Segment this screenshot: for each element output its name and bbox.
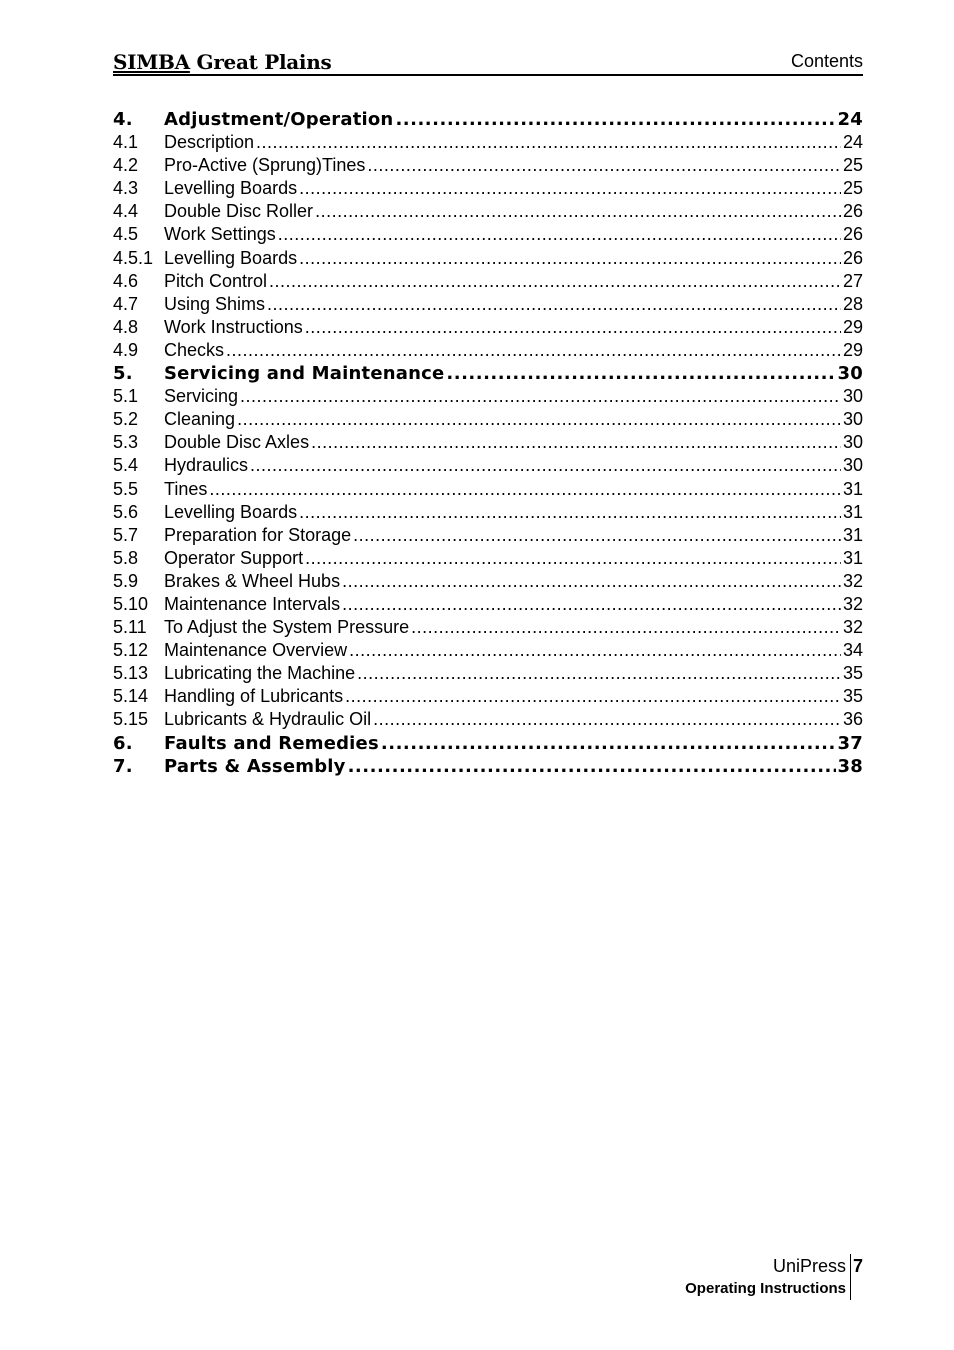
toc-chapter-row[interactable] [113, 108, 863, 131]
toc-entry-row[interactable] [113, 200, 863, 223]
toc-entry-title: Using Shims [164, 293, 266, 314]
toc-entry-page: 24 [837, 109, 863, 130]
toc-entry-number: 6. [113, 732, 133, 754]
toc-entry-title: Operator Support [164, 547, 304, 568]
toc-entry-number: 5. [113, 363, 133, 385]
toc-entry-row[interactable] [113, 223, 863, 246]
dot-leader [345, 685, 841, 708]
toc-entry-page: 30 [842, 386, 863, 407]
dot-leader [267, 293, 841, 316]
toc-entry-page: 26 [842, 247, 863, 268]
toc-entry-page: 26 [842, 224, 863, 245]
toc-entry-page: 30 [837, 363, 863, 385]
toc-entry-row[interactable] [113, 431, 863, 454]
toc-entry-number: 5.11 [113, 617, 147, 638]
toc-entry-page: 32 [842, 617, 863, 638]
toc-entry-title: Preparation for Storage [164, 524, 352, 545]
toc-entry-number: 5.8 [113, 547, 139, 568]
dot-leader [226, 339, 841, 362]
toc-entry-number: 5.2 [113, 409, 139, 430]
toc-entry-title: Maintenance Overview [164, 640, 348, 661]
toc-entry-row[interactable] [113, 593, 863, 616]
toc-entry-title: Maintenance Intervals [164, 593, 341, 614]
toc-entry-page: 28 [842, 293, 863, 314]
toc-entry-title: Levelling Boards [164, 501, 298, 522]
toc-entry-row[interactable] [113, 131, 863, 154]
toc-entry-title: Servicing [164, 386, 239, 407]
toc-entry-number: 4.9 [113, 339, 139, 360]
toc-entry-title: Adjustment/Operation [164, 109, 394, 130]
toc-entry-page: 26 [842, 201, 863, 222]
toc-entry-page: 25 [842, 155, 863, 176]
dot-leader [367, 154, 841, 177]
toc-entry-title: Double Disc Axles [164, 432, 310, 453]
toc-entry-page: 30 [842, 455, 863, 476]
toc-entry-row[interactable] [113, 408, 863, 431]
dot-leader [395, 108, 835, 131]
dot-leader [381, 732, 836, 755]
toc-entry-row[interactable] [113, 478, 863, 501]
toc-entry-title: Handling of Lubricants [164, 686, 344, 707]
toc-chapter-row[interactable] [113, 732, 863, 755]
toc-entry-row[interactable] [113, 501, 863, 524]
toc-entry-page: 36 [842, 709, 863, 730]
toc-entry-page: 30 [842, 432, 863, 453]
toc-entry-number: 4.8 [113, 316, 139, 337]
toc-entry-title: Levelling Boards [164, 247, 298, 268]
dot-leader [299, 247, 841, 270]
dot-leader [353, 524, 841, 547]
toc-entry-number: 4.1 [113, 132, 139, 153]
toc-entry-number: 4.5 [113, 224, 139, 245]
toc-entry-number: 5.1 [113, 386, 139, 407]
toc-entry-title: Servicing and Maintenance [164, 363, 445, 385]
toc-entry-row[interactable] [113, 708, 863, 731]
toc-entry-page: 31 [842, 524, 863, 545]
dot-leader [305, 316, 841, 339]
dot-leader [237, 408, 841, 431]
toc-entry-title: Work Settings [164, 224, 276, 245]
toc-entry-row[interactable] [113, 524, 863, 547]
toc-entry-page: 35 [842, 663, 863, 684]
toc-entry-number: 7. [113, 755, 133, 777]
toc-entry-row[interactable] [113, 270, 863, 293]
toc-entry-number: 5.14 [113, 686, 149, 707]
toc-entry-page: 31 [842, 478, 863, 499]
dot-leader [269, 270, 841, 293]
toc-entry-number: 5.7 [113, 524, 139, 545]
toc-entry-row[interactable] [113, 339, 863, 362]
dot-leader [342, 593, 841, 616]
toc-entry-title: Levelling Boards [164, 178, 298, 199]
toc-entry-number: 5.15 [113, 709, 149, 730]
dot-leader [311, 431, 841, 454]
toc-entry-title: Pitch Control [164, 270, 268, 291]
toc-entry-row[interactable] [113, 293, 863, 316]
toc-entry-title: Tines [164, 478, 208, 499]
toc-entry-title: Faults and Remedies [164, 732, 379, 754]
toc-entry-number: 4.3 [113, 178, 139, 199]
toc-entry-number: 5.4 [113, 455, 139, 476]
toc-entry-page: 34 [842, 640, 863, 661]
toc-entry-row[interactable] [113, 639, 863, 662]
dot-leader [209, 478, 841, 501]
toc-entry-number: 5.9 [113, 570, 139, 591]
dot-leader [357, 662, 841, 685]
toc-entry-title: Hydraulics [164, 455, 249, 476]
table-of-contents [113, 108, 863, 778]
toc-entry-row[interactable] [113, 385, 863, 408]
toc-chapter-row[interactable] [113, 755, 863, 778]
toc-entry-page: 24 [842, 132, 863, 153]
dot-leader [348, 755, 836, 778]
dot-leader [315, 200, 841, 223]
toc-entry-title: Double Disc Roller [164, 201, 314, 222]
brand-great-plains: Great Plains [189, 50, 332, 74]
toc-entry-title: Brakes & Wheel Hubs [164, 570, 341, 591]
toc-entry-row[interactable] [113, 570, 863, 593]
toc-entry-row[interactable] [113, 316, 863, 339]
dot-leader [411, 616, 841, 639]
toc-entry-row[interactable] [113, 616, 863, 639]
toc-entry-title: Checks [164, 339, 225, 360]
toc-entry-row[interactable] [113, 454, 863, 477]
toc-entry-page: 25 [842, 178, 863, 199]
toc-entry-number: 5.3 [113, 432, 139, 453]
toc-entry-title: Pro-Active (Sprung)Tines [164, 155, 366, 176]
toc-entry-row[interactable] [113, 247, 863, 270]
toc-entry-row[interactable] [113, 685, 863, 708]
dot-leader [349, 639, 841, 662]
toc-entry-row[interactable] [113, 662, 863, 685]
toc-chapter-row[interactable] [113, 362, 863, 385]
toc-entry-page: 29 [842, 339, 863, 360]
dot-leader [278, 223, 841, 246]
page-header [113, 48, 863, 76]
toc-entry-title: Lubricants & Hydraulic Oil [164, 709, 372, 730]
brand-simba: SIMBA [113, 50, 190, 74]
dot-leader [299, 501, 841, 524]
toc-entry-row[interactable] [113, 547, 863, 570]
dot-leader [299, 177, 841, 200]
toc-entry-page: 37 [837, 732, 863, 754]
footer-info [685, 1254, 851, 1300]
toc-entry-title: Lubricating the Machine [164, 663, 356, 684]
page-number: 7 [852, 1256, 863, 1276]
brand-logo [113, 50, 331, 74]
toc-entry-title: Cleaning [164, 409, 236, 430]
toc-entry-title: Description [164, 132, 255, 153]
toc-entry-title: Parts & Assembly [164, 755, 346, 777]
toc-entry-number: 5.5 [113, 478, 139, 499]
toc-entry-number: 4. [113, 109, 133, 130]
dot-leader [373, 708, 841, 731]
toc-entry-page: 38 [837, 755, 863, 777]
toc-entry-page: 35 [842, 686, 863, 707]
toc-entry-number: 4.2 [113, 155, 139, 176]
toc-entry-number: 5.10 [113, 593, 149, 614]
toc-entry-page: 29 [842, 316, 863, 337]
toc-entry-page: 32 [842, 570, 863, 591]
dot-leader [240, 385, 841, 408]
section-title: Contents [790, 51, 863, 71]
toc-entry-number: 4.7 [113, 293, 139, 314]
toc-entry-page: 31 [842, 547, 863, 568]
toc-entry-page: 31 [842, 501, 863, 522]
toc-entry-row[interactable] [113, 154, 863, 177]
dot-leader [256, 131, 841, 154]
dot-leader [342, 570, 841, 593]
toc-entry-row[interactable] [113, 177, 863, 200]
dot-leader [305, 547, 841, 570]
toc-entry-number: 5.13 [113, 663, 149, 684]
toc-entry-title: Work Instructions [164, 316, 303, 337]
toc-entry-number: 5.6 [113, 501, 139, 522]
toc-entry-title: To Adjust the System Pressure [164, 617, 410, 638]
toc-entry-number: 5.12 [113, 640, 149, 661]
toc-entry-page: 30 [842, 409, 863, 430]
toc-entry-number: 4.6 [113, 270, 139, 291]
toc-entry-number: 4.5.1 [113, 247, 154, 268]
product-name: UniPress [772, 1256, 846, 1276]
document-subtitle: Operating Instructions [685, 1280, 846, 1297]
toc-entry-page: 27 [842, 270, 863, 291]
toc-entry-number: 4.4 [113, 201, 139, 222]
dot-leader [446, 362, 835, 385]
dot-leader [250, 454, 841, 477]
toc-entry-page: 32 [842, 593, 863, 614]
